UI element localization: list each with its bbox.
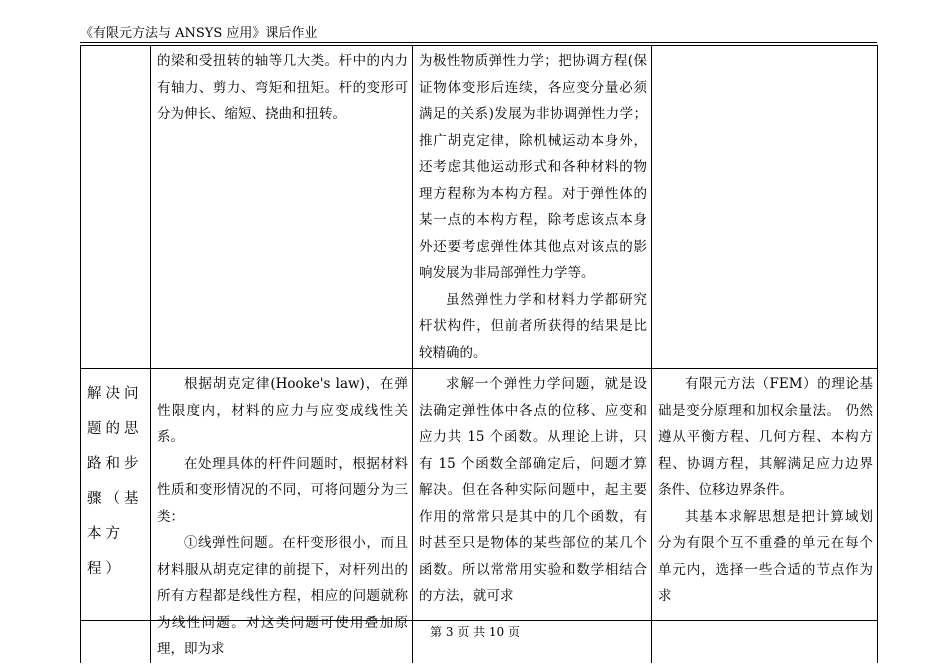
row1-material-mechanics-cell (151, 46, 413, 369)
row1-elasticity-cell (413, 46, 652, 369)
paragraph: 其基本求解思想是把计算域划分为有限个互不重叠的单元在每个单元内，选择一些合适的节点作为求 (658, 508, 873, 604)
footer-rule (80, 620, 877, 621)
row1-label-cell (81, 46, 151, 369)
paragraph: 求解一个弹性力学问题，就是设法确定弹性体中各点的位移、应变和应力共 15 个函数。从理论上讲，只有 15 个函数全部确定后，问题才算解决。但在各种实际问题中，起主要作用的常常只是其中的几个函数，有时甚至只是物体的某些部位的某几个函数。所以常常用实验和数学相结合的方法，就可求 (419, 376, 647, 604)
paragraph: 为极性物质弹性力学；把协调方程(保证物体变形后连续，各应变分量必须满足的关系)发展为非协调弹性力学；推广胡克定律，除机械运动本身外，还考虑其他运动形式和各种材料的物理方程称为本构方程。对于弹性体的某一点的本构方程，除考虑该点本身外还要考虑弹性体其他点对该点的影响发展为非局部弹性力学等。 (419, 53, 647, 281)
table-row (81, 46, 878, 369)
document-header-title: 《有限元方法与 ANSYS 应用》课后作业 (80, 26, 318, 41)
row-label-solution-approach: 解决问题的思路和步骤（基本方程） (81, 369, 151, 663)
row2-material-mechanics-cell (151, 369, 413, 663)
page-number: 第 3 页 共 10 页 (430, 625, 520, 639)
row1-fem-cell (652, 46, 878, 369)
paragraph: 在处理具体的杆件问题时，根据材料性质和变形情况的不同，可将问题分为三类： (157, 455, 408, 525)
homework-table (80, 45, 878, 663)
paragraph: ①线弹性问题。在杆变形很小，而且材料服从胡克定律的前提下，对杆列出的所有方程都是线性方程，相应的问题就称为线性问题。对这类问题可使用叠加原理，即为求 (157, 535, 408, 657)
paragraph: 根据胡克定律(Hooke's law)，在弹性限度内，材料的应力与应变成线性关系。 (157, 376, 408, 445)
row2-fem-cell (652, 369, 878, 663)
paragraph: 有限元方法（FEM）的理论基础是变分原理和加权余量法。 仍然遵从平衡方程、几何方程、本构方程、协调方程，其解满足应力边界条件、位移边界条件。 (658, 376, 873, 498)
paragraph: 虽然弹性力学和材料力学都研究杆状构件，但前者所获得的结果是比较精确的。 (419, 291, 647, 361)
table-row (81, 369, 878, 663)
header-rule (80, 42, 877, 43)
row2-elasticity-cell (413, 369, 652, 663)
paragraph: 的梁和受扭转的轴等几大类。杆中的内力有轴力、剪力、弯矩和扭矩。杆的变形可分为伸长、缩短、挠曲和扭转。 (157, 53, 408, 122)
